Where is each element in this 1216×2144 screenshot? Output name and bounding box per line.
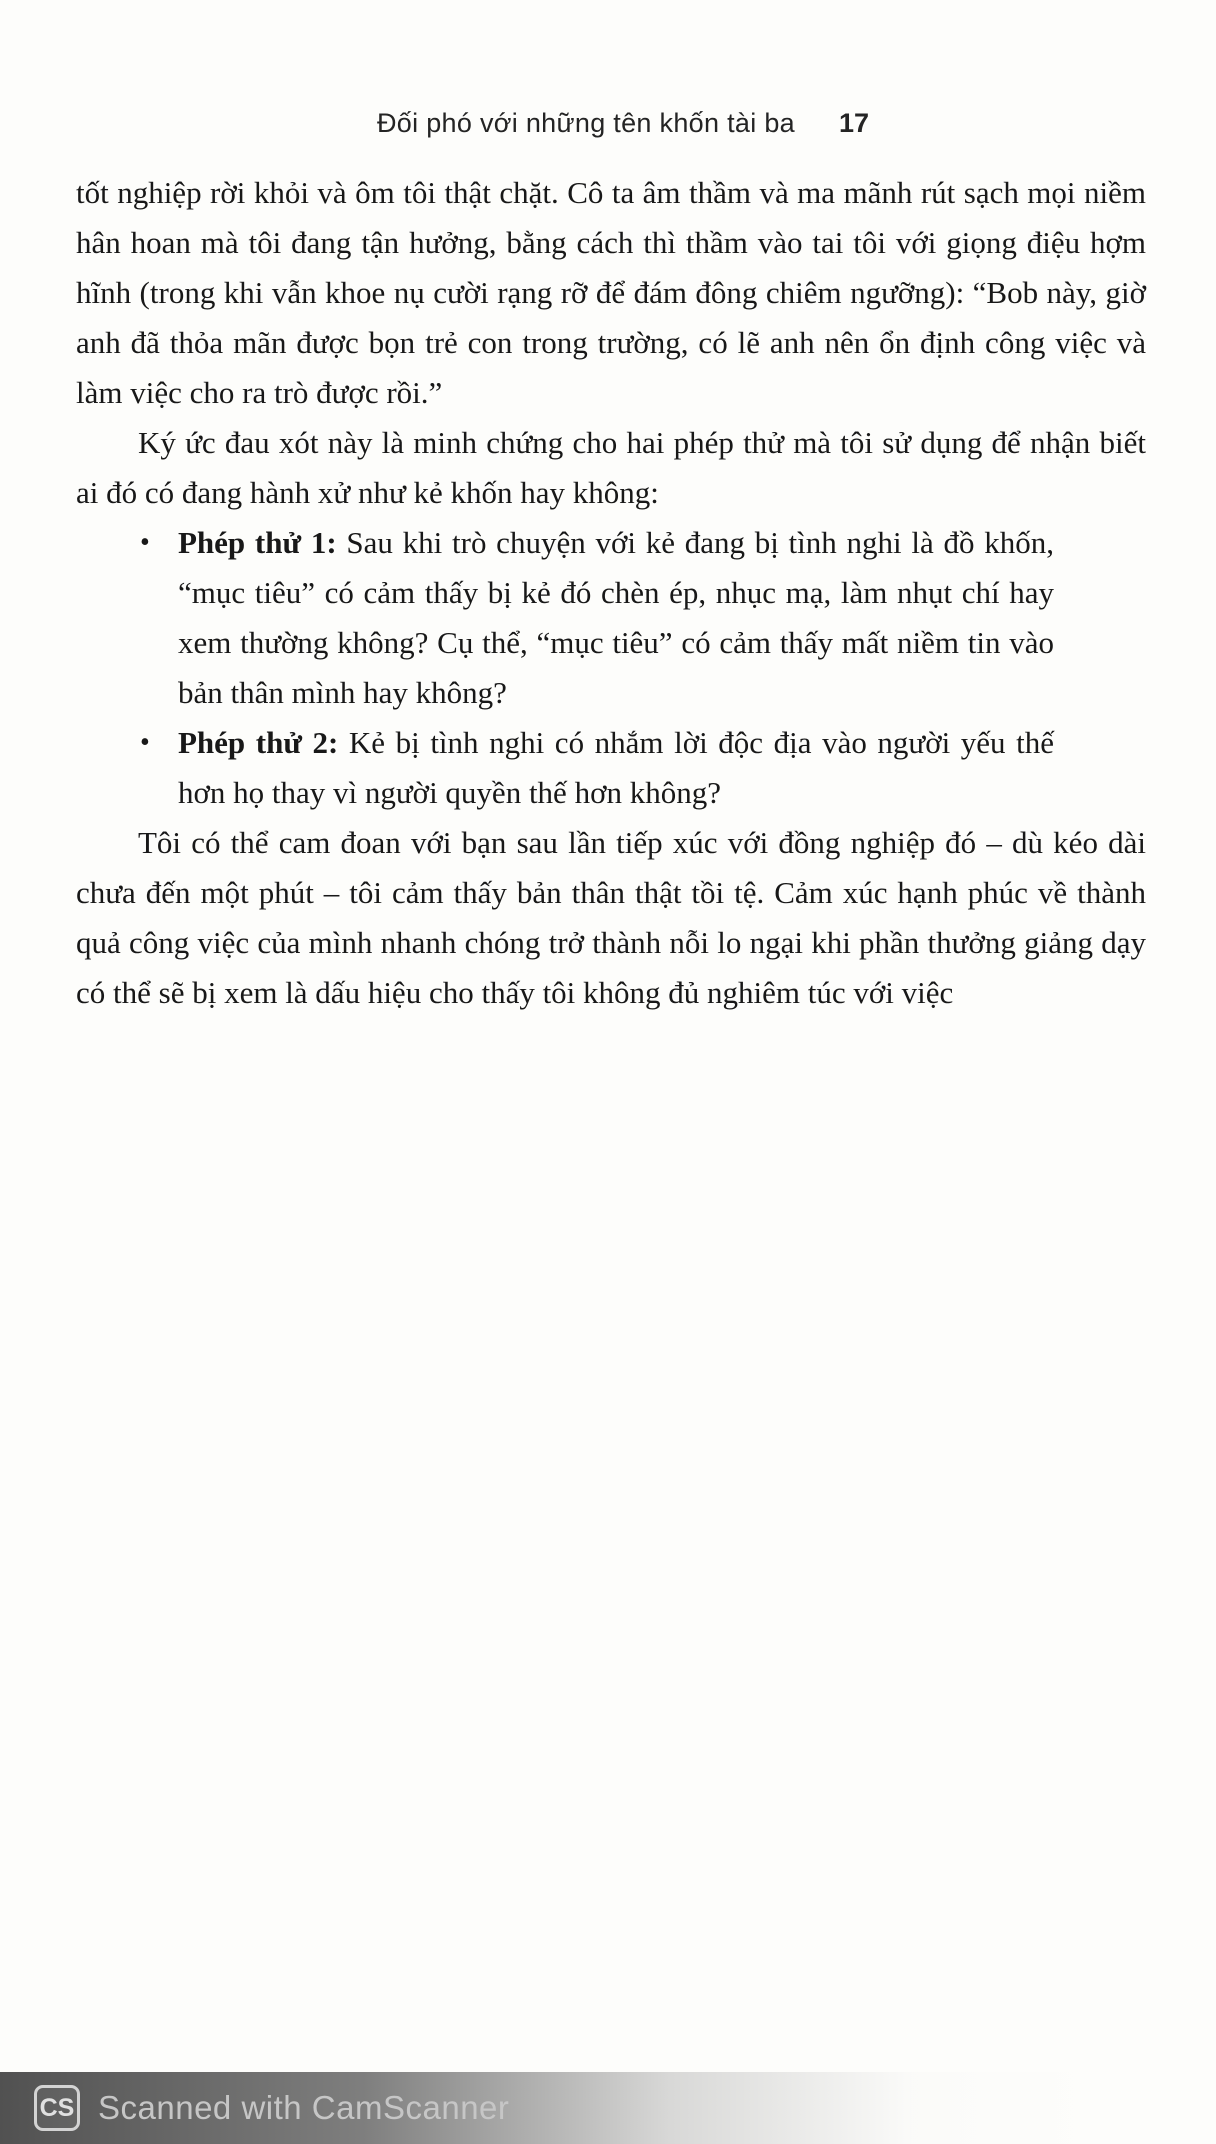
bullet-icon: • xyxy=(140,727,150,758)
bullet-label: Phép thử 1: xyxy=(178,525,337,560)
paragraph-closing: Tôi có thể cam đoan với bạn sau lần tiếp xúc với đồng nghiệp đó – dù kéo dài chưa đến một phút – tôi cảm thấy bản thân thật tồi tệ. Cảm xúc hạnh phúc về thành quả công việc của mình nhanh chóng trở thành nỗi lo ngại khi phần thưởng giảng dạy có thể sẽ bị xem là dấu hiệu cho thấy tôi không đủ nghiêm túc với việc xyxy=(76,825,1146,1010)
running-header xyxy=(150,108,1096,139)
list-item xyxy=(140,518,1054,718)
test-bullet-list xyxy=(76,518,1146,818)
page-body xyxy=(76,168,1146,1018)
bullet-text: Kẻ bị tình nghi có nhắm lời độc địa vào người yếu thế hơn họ thay vì người quyền thế hơn không? xyxy=(178,725,1054,810)
camscanner-logo-icon: CS xyxy=(34,2085,80,2131)
paragraph-continuation: tốt nghiệp rời khỏi và ôm tôi thật chặt. Cô ta âm thầm và ma mãnh rút sạch mọi niềm hân hoan mà tôi đang tận hưởng, bằng cách thì thầm vào tai tôi với giọng điệu hợm hĩnh (trong khi vẫn khoe nụ cười rạng rỡ để đám đông chiêm ngưỡng): “Bob này, giờ anh đã thỏa mãn được bọn trẻ con trong trường, có lẽ anh nên ổn định công việc và làm việc cho ra trò được rồi.” xyxy=(76,175,1146,410)
running-head-title: Đối phó với những tên khốn tài ba xyxy=(377,108,795,138)
camscanner-watermark-text: Scanned with CamScanner xyxy=(98,2089,510,2126)
bullet-icon: • xyxy=(140,527,150,558)
list-item xyxy=(140,718,1054,818)
list-item-text xyxy=(178,718,1054,818)
bullet-label: Phép thử 2: xyxy=(178,725,339,760)
camscanner-watermark-bar xyxy=(0,2072,1216,2144)
page-number: 17 xyxy=(838,108,869,138)
paragraph-intro-tests: Ký ức đau xót này là minh chứng cho hai phép thử mà tôi sử dụng để nhận biết ai đó có đang hành xử như kẻ khốn hay không: xyxy=(76,425,1146,510)
list-item-text xyxy=(178,518,1054,718)
bullet-text: Sau khi trò chuyện với kẻ đang bị tình nghi là đồ khốn, “mục tiêu” có cảm thấy bị kẻ đó chèn ép, nhục mạ, làm nhụt chí hay xem thường không? Cụ thể, “mục tiêu” có cảm thấy mất niềm tin vào bản thân mình hay không? xyxy=(178,525,1054,710)
